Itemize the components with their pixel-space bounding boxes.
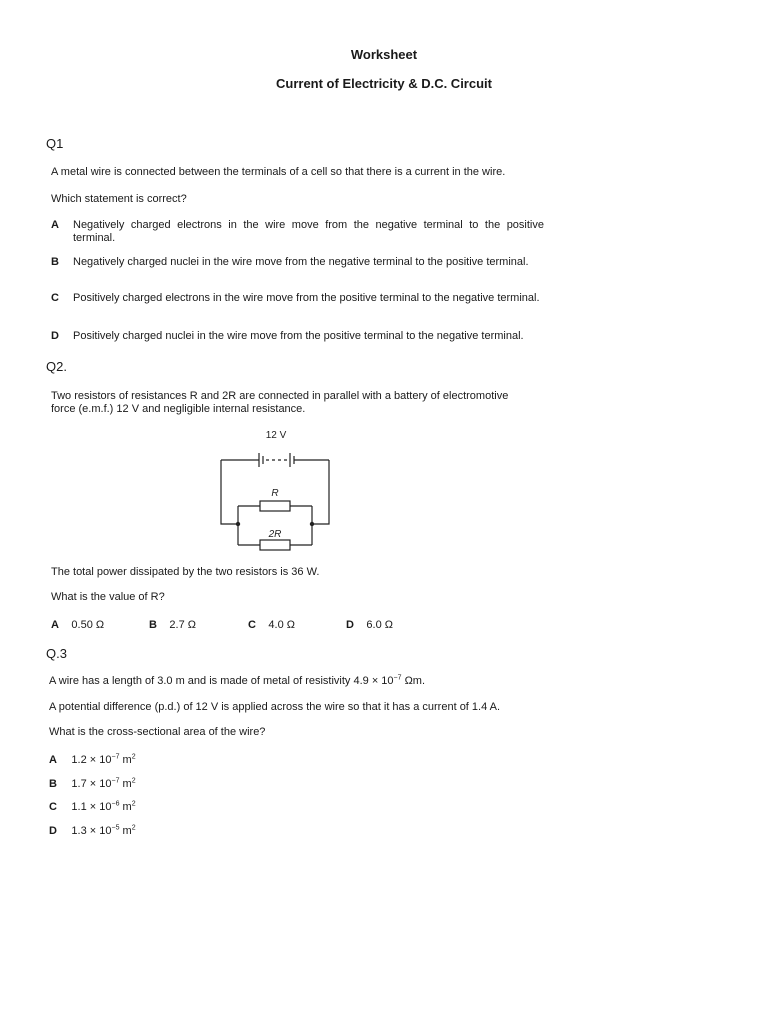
q1-option-a[interactable]: [51, 219, 546, 245]
q3-stem-text: A wire has a length of 3.0 m and is made of metal of resistivity 4.9 × 10: [49, 675, 394, 687]
option-letter: A: [49, 754, 57, 766]
unit: m: [119, 778, 132, 790]
option-text: 6.0 Ω: [366, 619, 393, 631]
right-wire: [312, 460, 329, 524]
unit-exponent: 2: [131, 824, 136, 832]
option-text: 4.0 Ω: [268, 619, 295, 631]
q3-option-d[interactable]: [49, 821, 136, 839]
unit-exponent: 2: [131, 800, 136, 808]
q1-option-b[interactable]: [51, 256, 546, 269]
exponent: −7: [111, 777, 120, 785]
junction-left: [236, 522, 240, 526]
q2-stem-line2: force (e.m.f.) 12 V and negligible internal resistance.: [51, 403, 306, 415]
option-text: 2.7 Ω: [169, 619, 196, 631]
option-letter: A: [51, 219, 59, 231]
option-text: [71, 801, 135, 813]
option-text: Negatively charged electrons in the wire move from the negative terminal to the positive terminal.: [73, 219, 544, 244]
q1-prompt: Which statement is correct?: [51, 193, 187, 205]
option-text: [71, 825, 135, 837]
unit: m: [119, 825, 132, 837]
option-letter: C: [49, 801, 57, 813]
mantissa: 1.2 × 10: [71, 754, 112, 766]
q3-option-a[interactable]: [49, 750, 136, 768]
option-letter: A: [51, 619, 59, 631]
option-letter: B: [49, 778, 57, 790]
q3-prompt: What is the cross-sectional area of the wire?: [49, 726, 266, 738]
worksheet-title: Worksheet: [350, 47, 418, 62]
q3-stem-unit: Ωm.: [401, 675, 426, 687]
unit: m: [119, 801, 132, 813]
q1-label: Q1: [46, 136, 64, 151]
junction-right: [310, 522, 314, 526]
left-wire: [221, 460, 238, 524]
resistor-2r-label: 2R: [268, 529, 282, 540]
option-letter: C: [248, 619, 256, 631]
q3-stem: [49, 675, 425, 688]
option-letter: D: [346, 619, 354, 631]
mantissa: 1.1 × 10: [71, 801, 112, 813]
option-text: Positively charged nuclei in the wire move from the positive terminal to the negative terminal.: [73, 330, 524, 342]
option-letter: B: [149, 619, 157, 631]
circuit-diagram: [210, 424, 340, 554]
q1-option-d[interactable]: [51, 330, 546, 343]
q3-stem-exponent: −7: [393, 674, 402, 682]
unit-exponent: 2: [131, 753, 136, 761]
option-text: 0.50 Ω: [71, 619, 105, 631]
q2-statement: The total power dissipated by the two resistors is 36 W.: [51, 566, 320, 578]
q3-statement: A potential difference (p.d.) of 12 V is applied across the wire so that it has a current of 1.4 A.: [49, 701, 501, 713]
q2-option-a[interactable]: [51, 615, 104, 633]
exponent: −6: [111, 800, 120, 808]
option-letter: D: [49, 825, 57, 837]
mantissa: 1.7 × 10: [71, 778, 112, 790]
resistor-r-label: R: [271, 488, 279, 499]
option-letter: B: [51, 256, 59, 268]
q3-label: Q.3: [46, 646, 67, 661]
option-letter: D: [51, 330, 59, 342]
option-text: Negatively charged nuclei in the wire move from the negative terminal to the positive terminal.: [73, 256, 529, 268]
q2-label: Q2.: [46, 359, 67, 374]
option-text: [71, 778, 135, 790]
resistor-r: [260, 501, 290, 511]
option-text: Positively charged electrons in the wire move from the positive terminal to the negative terminal.: [73, 292, 540, 304]
worksheet-subtitle: Current of Electricity & D.C. Circuit: [276, 76, 492, 91]
option-text: [71, 754, 135, 766]
q3-option-b[interactable]: [49, 774, 136, 792]
unit-exponent: 2: [131, 777, 136, 785]
q2-option-d[interactable]: [346, 615, 393, 633]
q2-option-b[interactable]: [149, 615, 196, 633]
unit: m: [119, 754, 132, 766]
exponent: −5: [111, 824, 120, 832]
mantissa: 1.3 × 10: [71, 825, 112, 837]
q1-option-c[interactable]: [51, 292, 546, 305]
q2-stem-line1: Two resistors of resistances R and 2R are connected in parallel with a battery of electromotive: [51, 390, 509, 402]
q2-option-c[interactable]: [248, 615, 295, 633]
q2-prompt: What is the value of R?: [51, 591, 165, 603]
resistor-2r: [260, 540, 290, 550]
battery-label: 12 V: [265, 430, 287, 441]
q3-option-c[interactable]: [49, 797, 136, 815]
exponent: −7: [111, 753, 120, 761]
option-letter: C: [51, 292, 59, 304]
q1-stem: A metal wire is connected between the terminals of a cell so that there is a current in the wire.: [51, 166, 506, 178]
